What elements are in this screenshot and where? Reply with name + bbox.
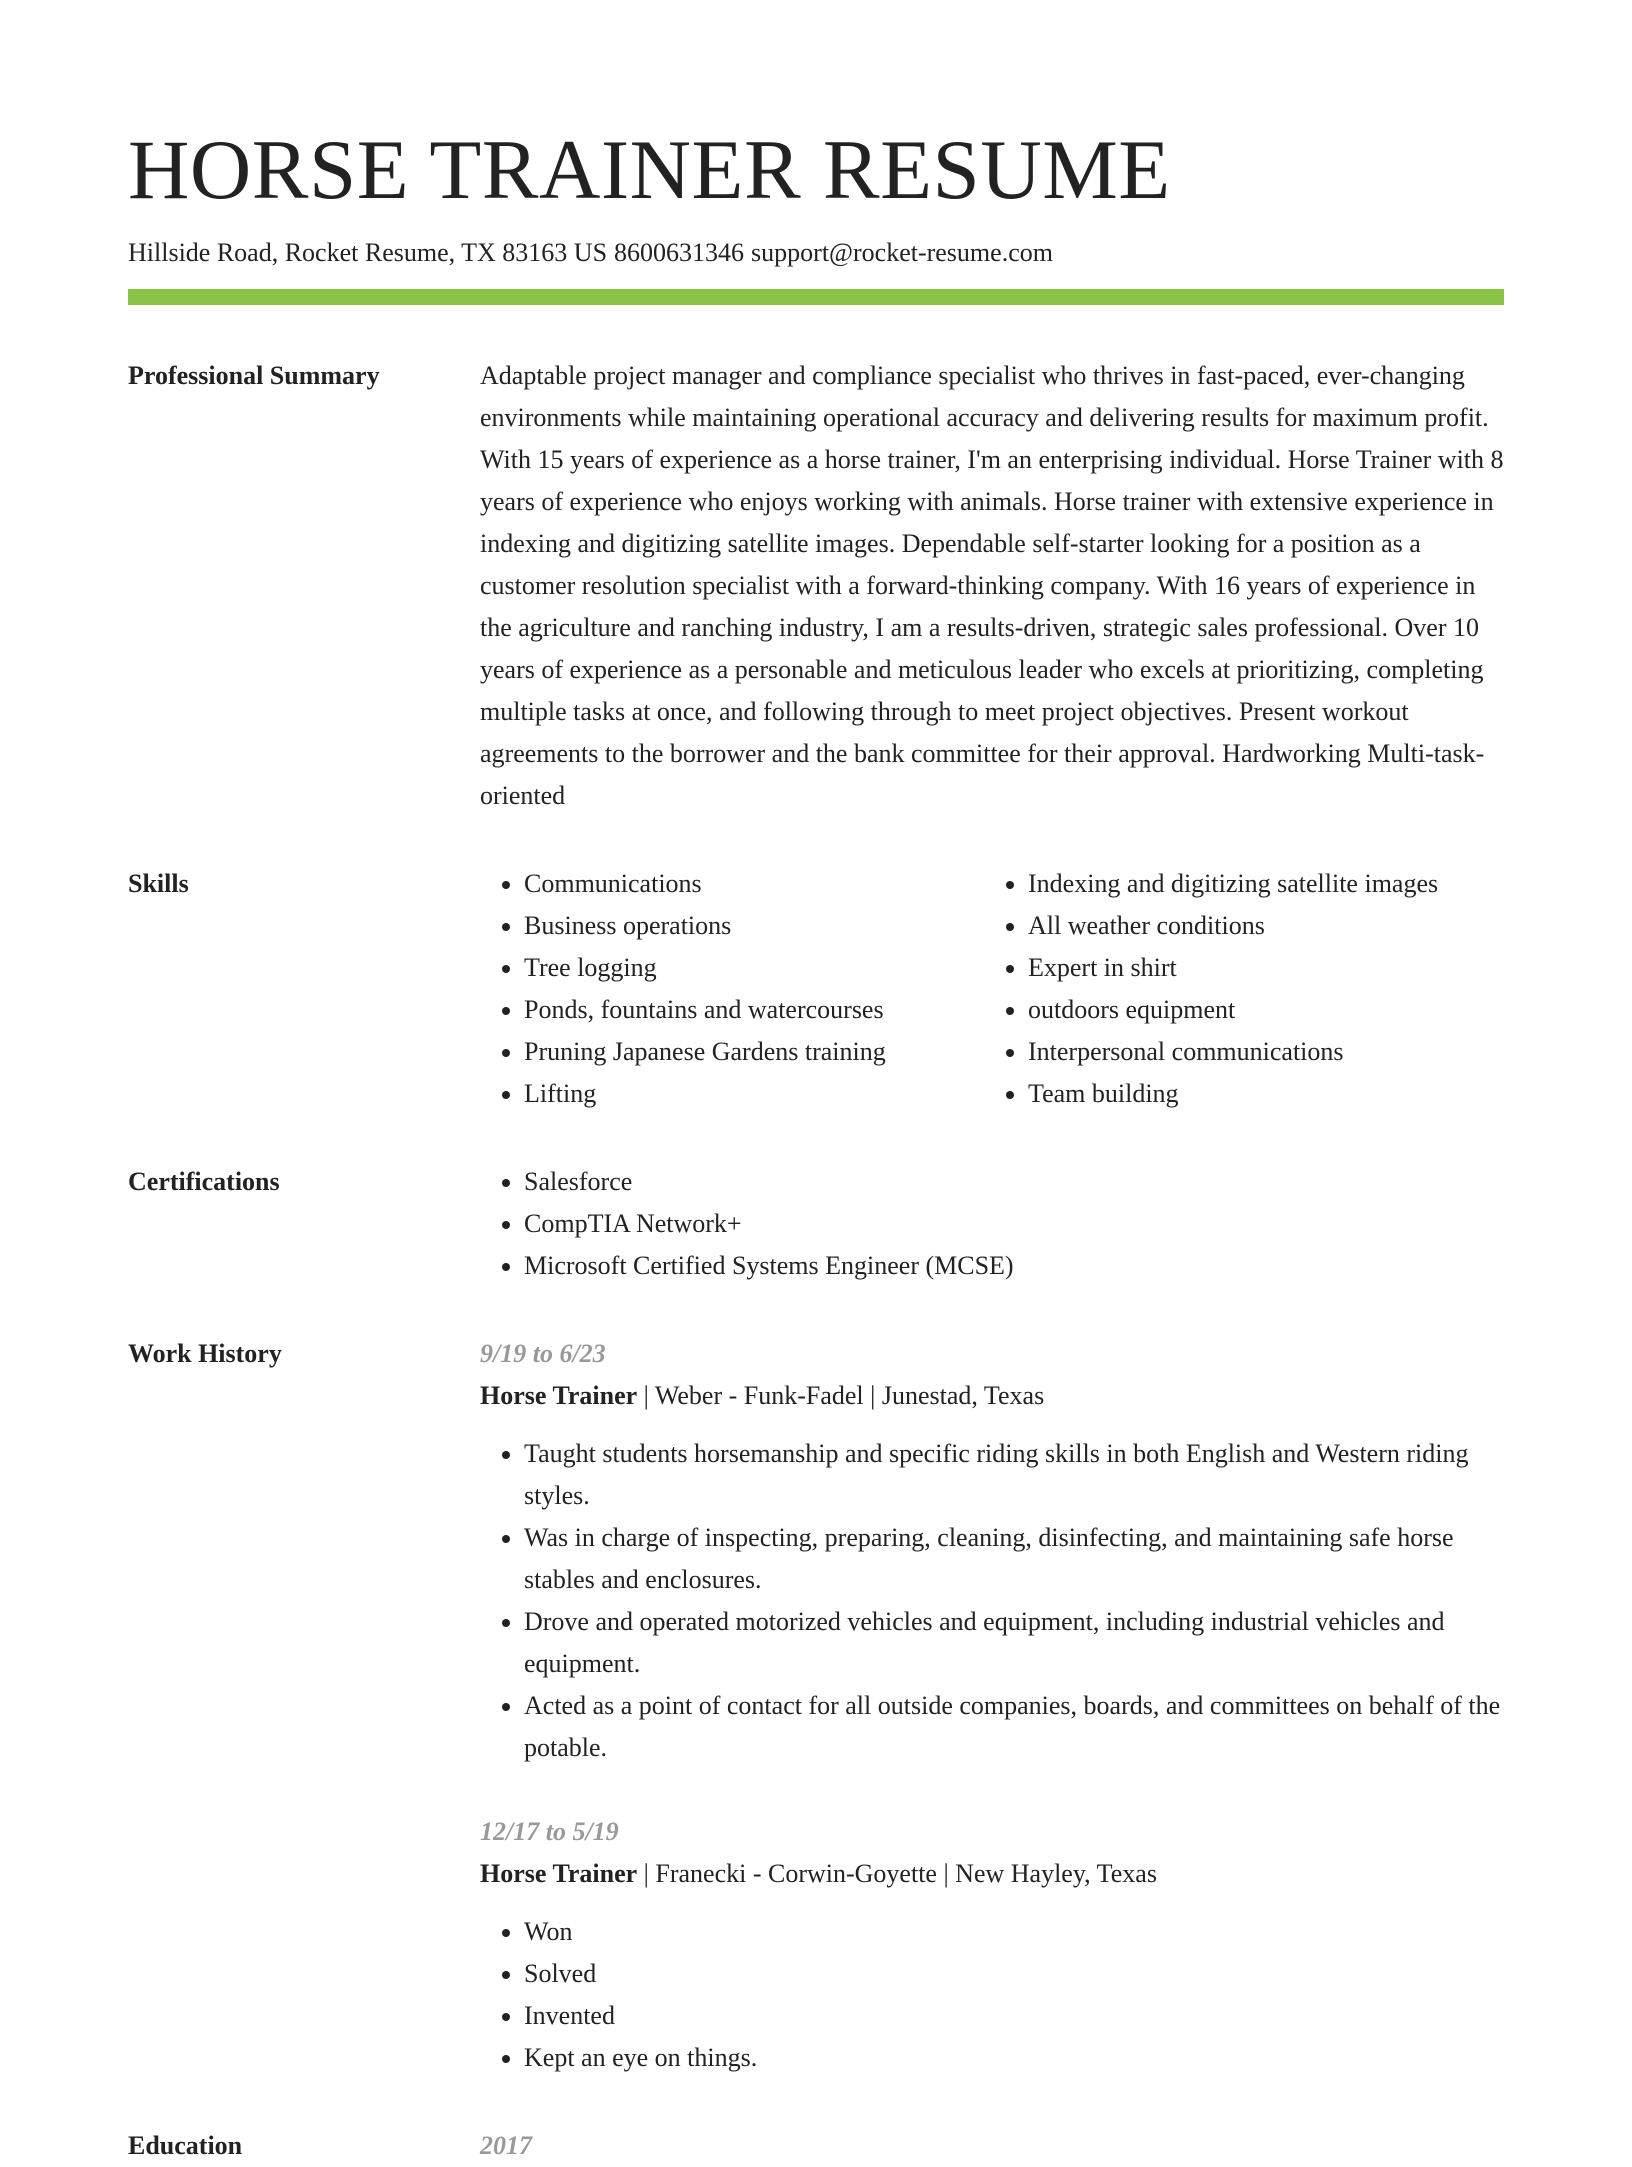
job-bullets	[480, 1433, 1504, 1769]
list-item: • Salesforce	[524, 1161, 1504, 1203]
job-entry	[480, 1811, 1504, 2079]
contact-line	[128, 235, 1504, 271]
work-history-section	[128, 1333, 1504, 2079]
job-title: Horse Trainer	[480, 1381, 638, 1410]
list-item: • Ponds, fountains and watercourses	[524, 989, 984, 1031]
work-history-label: Work History	[128, 1339, 282, 1368]
address: Hillside Road, Rocket Resume, TX 83163 US	[128, 238, 608, 267]
summary-text: Adaptable project manager and compliance specialist who thrives in fast-paced, ever-changing environments while maintaining operational accuracy and delivering results for maximum profit. With 15 years of experience as a horse trainer, I'm an enterprising individual. Horse Trainer with 8 years of experience who enjoys working with animals. Horse trainer with extensive experience in indexing and digitizing satellite images. Dependable self-starter looking for a position as a customer resolution specialist with a forward-thinking company. With 16 years of experience in the agriculture and ranching industry, I am a results-driven, strategic sales professional. Over 10 years of experience as a personable and meticulous leader who excels at prioritizing, completing multiple tasks at once, and following through to meet project objectives. Present workout agreements to the borrower and the bank committee for their approval. Hardworking Multi-task-oriented	[480, 361, 1504, 810]
education-content	[480, 2125, 1504, 2167]
list-item: • Drove and operated motorized vehicles and equipment, including industrial vehicles and equipment.	[524, 1601, 1504, 1685]
list-item: • Taught students horsemanship and specific riding skills in both English and Western riding styles.	[524, 1433, 1504, 1517]
skills-section	[128, 863, 1504, 1115]
skills-columns	[480, 863, 1504, 1115]
job-dates: 12/17 to 5/19	[480, 1817, 619, 1846]
skills-label: Skills	[128, 869, 189, 898]
list-item: • Microsoft Certified Systems Engineer (MCSE)	[524, 1245, 1504, 1287]
summary-label: Professional Summary	[128, 361, 380, 390]
skills-list-right	[984, 863, 1504, 1115]
list-item: • Lifting	[524, 1073, 984, 1115]
list-item: • Indexing and digitizing satellite images	[1028, 863, 1504, 905]
certifications-list	[480, 1161, 1504, 1287]
list-item: • Team building	[1028, 1073, 1504, 1115]
accent-divider	[128, 289, 1504, 305]
list-item: • Was in charge of inspecting, preparing, cleaning, disinfecting, and maintaining safe horse stables and enclosures.	[524, 1517, 1504, 1601]
job-heading	[480, 1853, 1504, 1895]
job-title: Horse Trainer	[480, 1859, 638, 1888]
job-heading	[480, 1375, 1504, 1417]
certifications-label: Certifications	[128, 1167, 280, 1196]
email: support@rocket-resume.com	[751, 238, 1053, 267]
list-item: • CompTIA Network+	[524, 1203, 1504, 1245]
education-label: Education	[128, 2131, 243, 2160]
list-item: • All weather conditions	[1028, 905, 1504, 947]
education-section	[128, 2125, 1504, 2167]
list-item: • outdoors equipment	[1028, 989, 1504, 1031]
resume-page	[128, 0, 1504, 2167]
job-bullets	[480, 1911, 1504, 2079]
job-details: | Weber - Funk-Fadel | Junestad, Texas	[637, 1381, 1045, 1410]
work-history-content	[480, 1333, 1504, 2079]
list-item: • Solved	[524, 1953, 1504, 1995]
job-details: | Franecki - Corwin-Goyette | New Hayley, Texas	[637, 1859, 1157, 1888]
list-item: • Pruning Japanese Gardens training	[524, 1031, 984, 1073]
list-item: • Interpersonal communications	[1028, 1031, 1504, 1073]
list-item: • Won	[524, 1911, 1504, 1953]
certifications-section	[128, 1161, 1504, 1287]
list-item: • Expert in shirt	[1028, 947, 1504, 989]
certifications-content	[480, 1161, 1504, 1287]
list-item: • Invented	[524, 1995, 1504, 2037]
list-item: • Tree logging	[524, 947, 984, 989]
list-item: • Business operations	[524, 905, 984, 947]
list-item: • Kept an eye on things.	[524, 2037, 1504, 2079]
resume-title: HORSE TRAINER RESUME	[128, 123, 1171, 217]
list-item: • Communications	[524, 863, 984, 905]
list-item: • Acted as a point of contact for all outside companies, boards, and committees on behalf of the potable.	[524, 1685, 1504, 1769]
skills-list-left	[480, 863, 984, 1115]
job-entry	[480, 1333, 1504, 1769]
job-dates: 9/19 to 6/23	[480, 1339, 606, 1368]
phone: 8600631346	[614, 238, 745, 267]
education-date: 2017	[480, 2131, 532, 2160]
summary-section	[128, 355, 1504, 817]
